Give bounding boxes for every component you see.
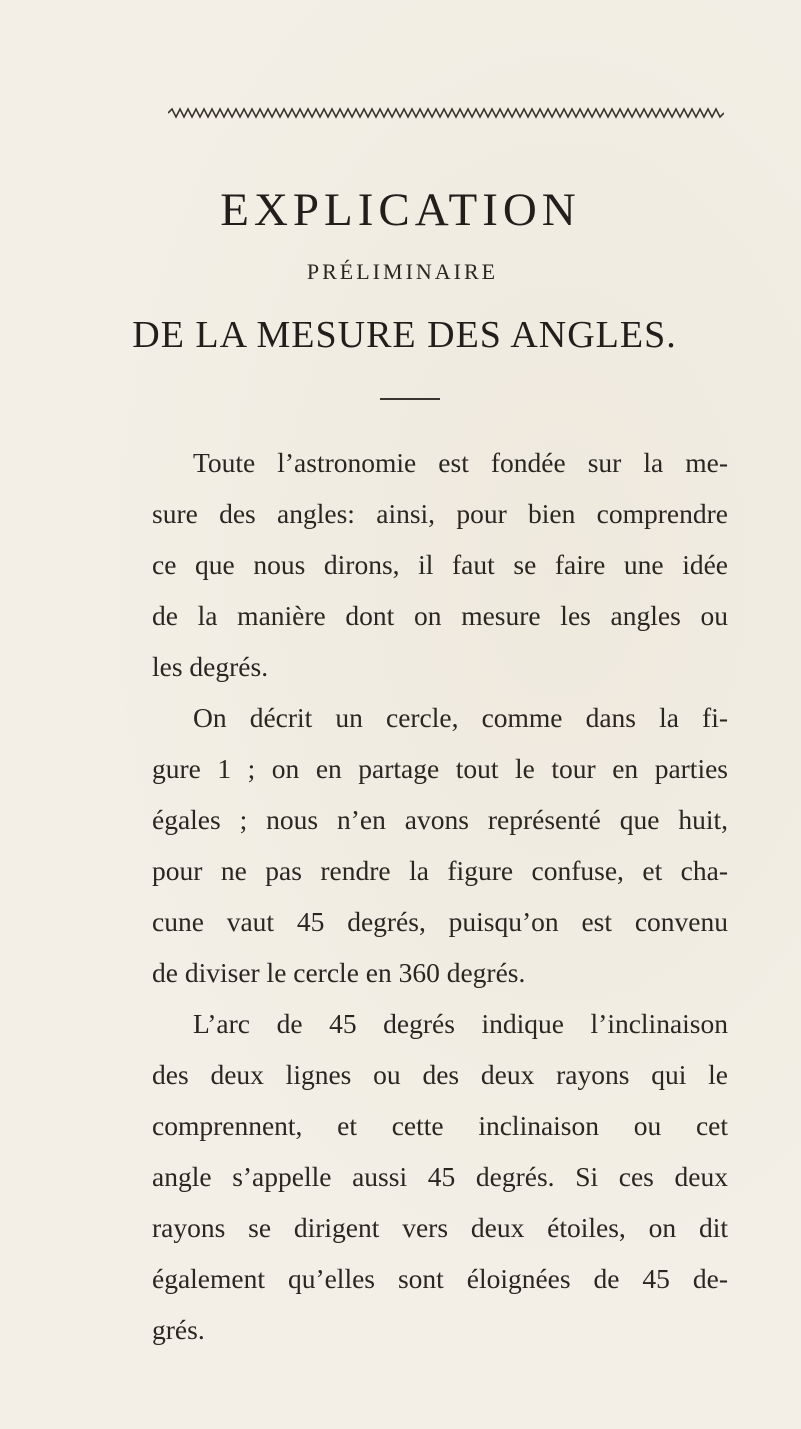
body-line: rayons se dirigent vers deux étoiles, on dit <box>152 1212 728 1243</box>
body-line: également qu’elles sont éloignées de 45 de- <box>152 1263 728 1294</box>
body-line: comprennent, et cette inclinaison ou cet <box>152 1110 728 1141</box>
chapter-subtitle: PRÉLIMINAIRE <box>306 259 499 284</box>
body-line: de la manière dont on mesure les angles ou <box>152 600 728 631</box>
chapter-title: EXPLICATION <box>220 184 581 236</box>
body-line: grés. <box>152 1314 205 1345</box>
body-line: pour ne pas rendre la figure confuse, et cha- <box>152 855 728 886</box>
body-line: ce que nous dirons, il faut se faire une idée <box>152 549 728 580</box>
body-line: gure 1 ; on en partage tout le tour en parties <box>152 753 728 784</box>
body-line: sure des angles: ainsi, pour bien comprendre <box>152 498 728 529</box>
body-line: des deux lignes ou des deux rayons qui le <box>152 1059 728 1090</box>
body-line: L’arc de 45 degrés indique l’inclinaison <box>193 1008 728 1039</box>
decorative-wave-border <box>168 107 724 119</box>
body-line: égales ; nous n’en avons représenté que huit, <box>152 804 728 835</box>
body-line: angle s’appelle aussi 45 degrés. Si ces deux <box>152 1161 728 1192</box>
body-line: les degrés. <box>152 651 269 682</box>
body-line: Toute l’astronomie est fondée sur la me- <box>193 447 728 478</box>
body-line: On décrit un cercle, comme dans la fi- <box>193 702 728 733</box>
body-line: de diviser le cercle en 360 degrés. <box>152 957 526 988</box>
body-line: cune vaut 45 degrés, puisqu’on est convenu <box>152 906 728 937</box>
title-divider-rule <box>380 398 440 400</box>
chapter-subject: DE LA MESURE DES ANGLES. <box>132 314 677 356</box>
